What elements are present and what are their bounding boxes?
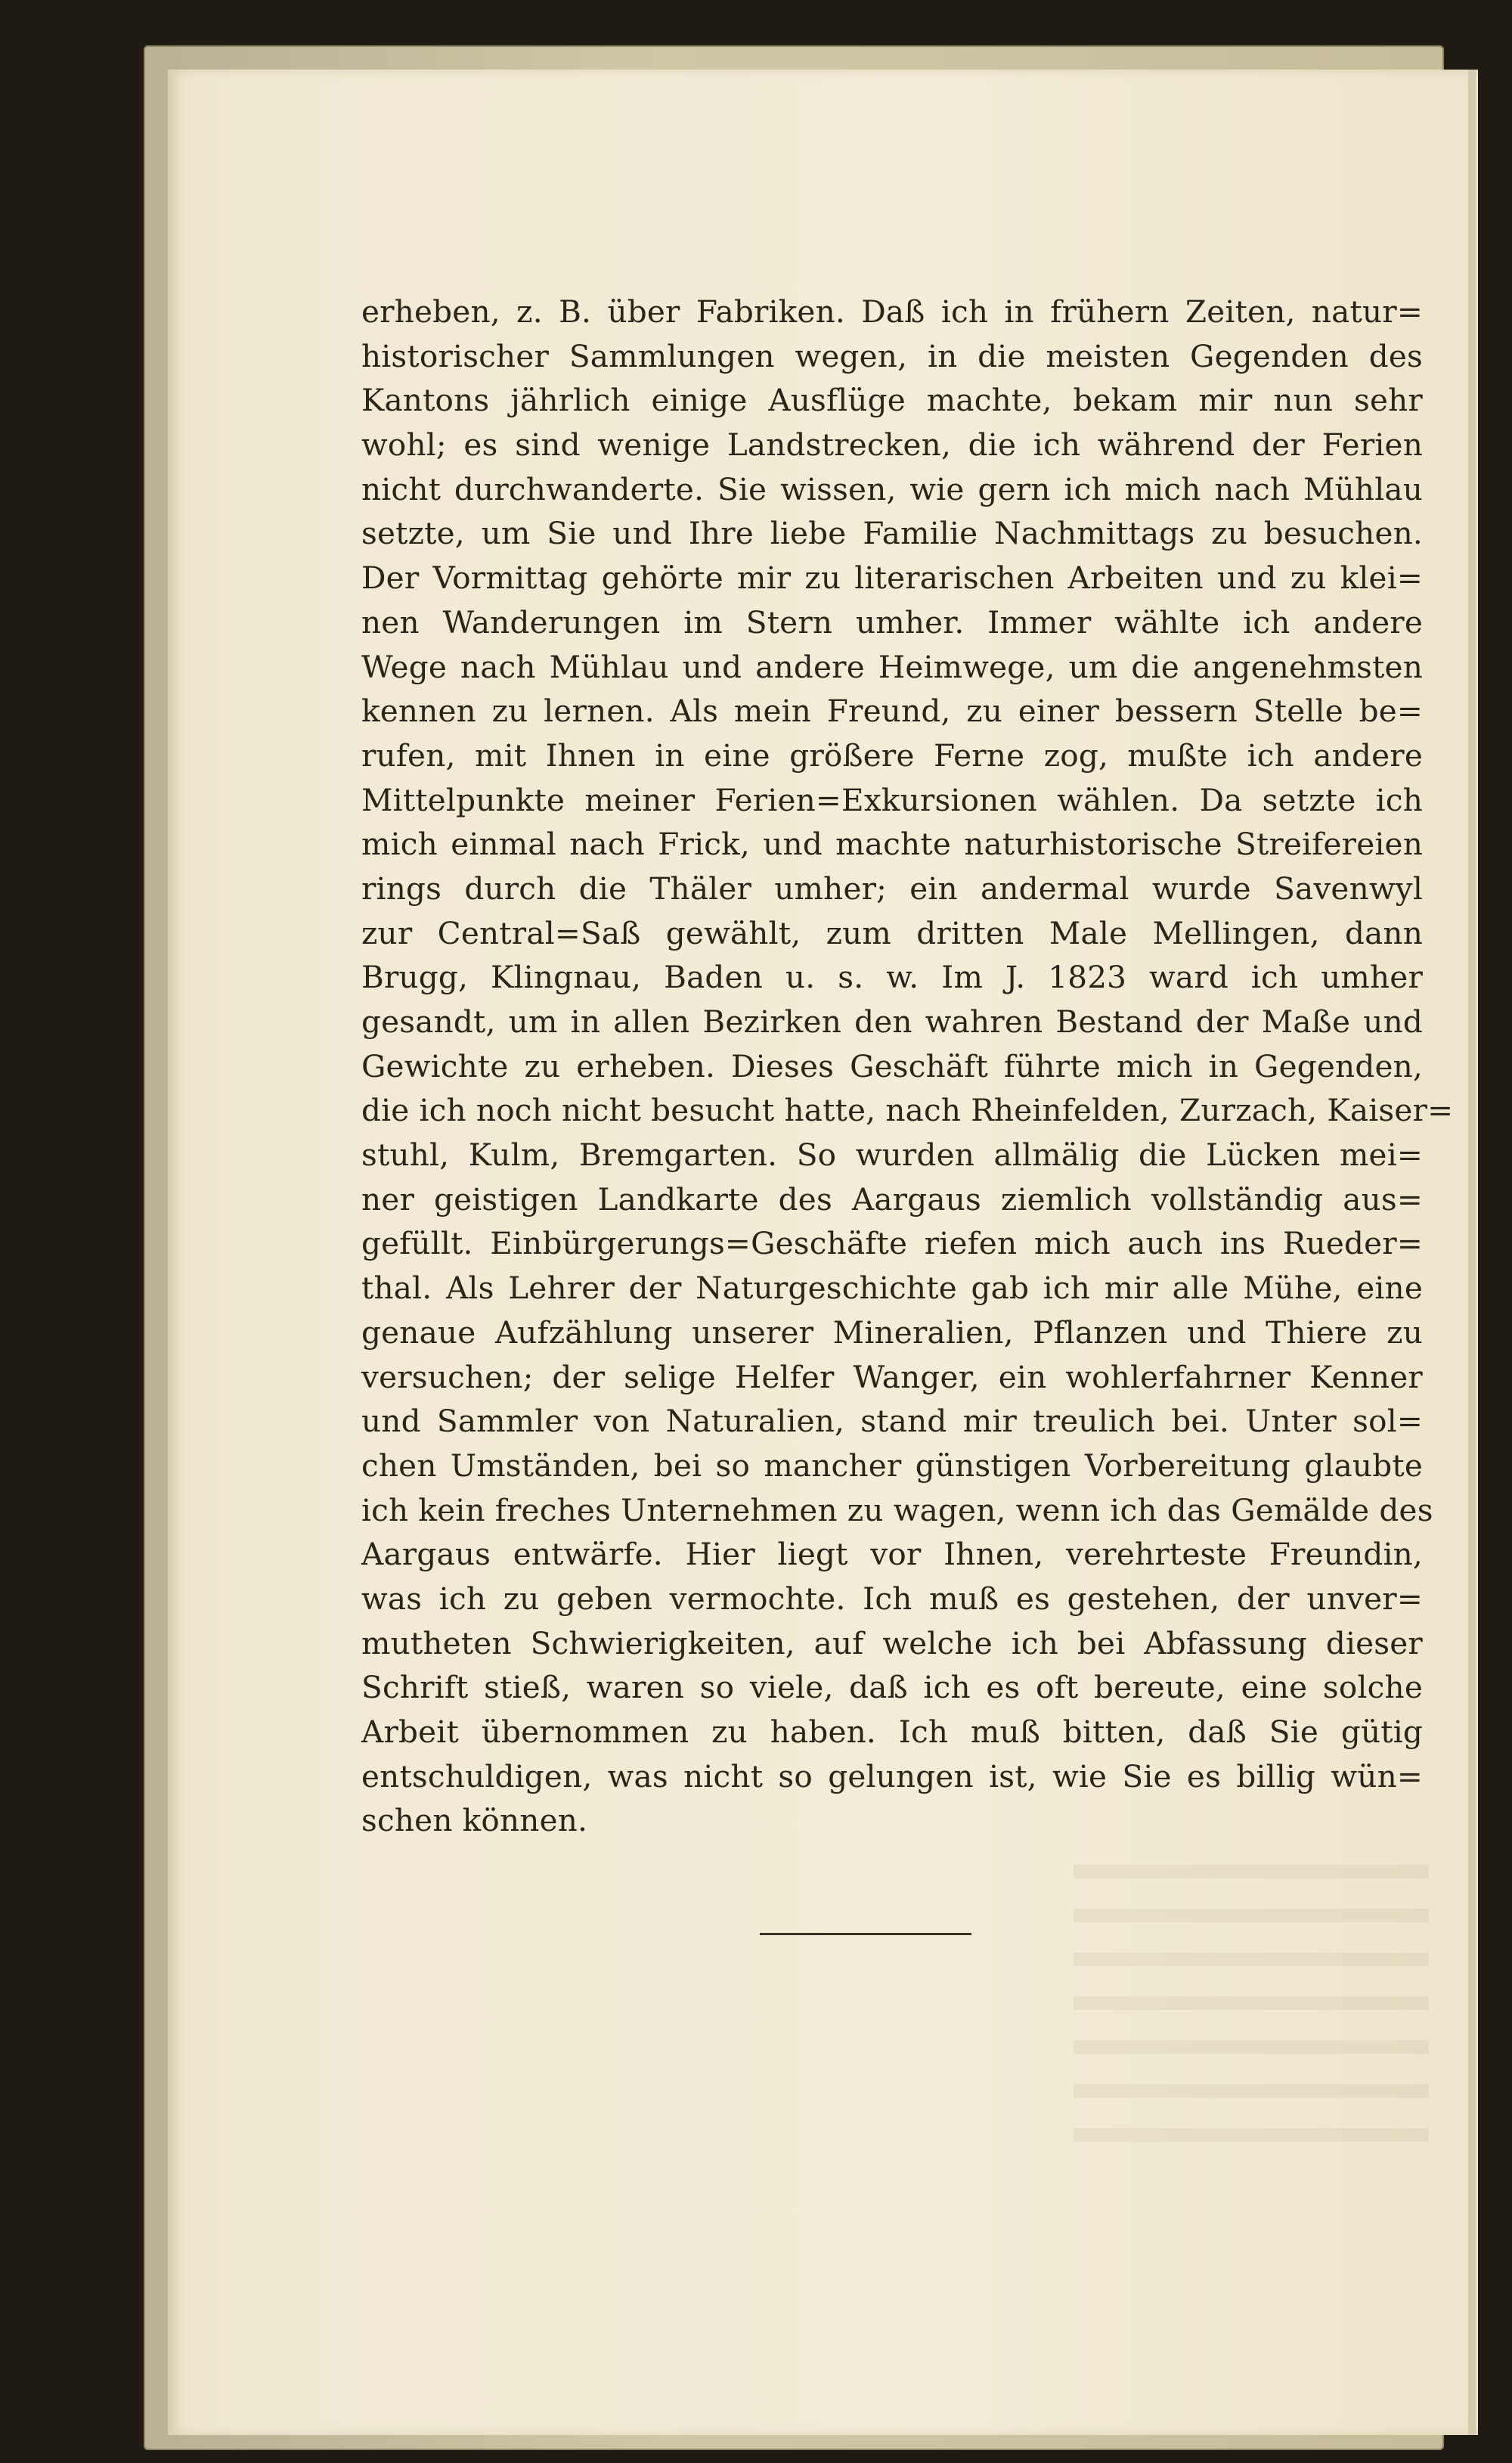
text-line: Arbeit übernommen zu haben. Ich muß bitten, daß Sie gütig: [361, 1714, 1423, 1750]
text-line: gefüllt. Einbürgerungs=Geschäfte riefen mich auch ins Rueder=: [361, 1225, 1423, 1262]
text-line: schen können.: [361, 1802, 588, 1839]
page-edge: [1468, 70, 1476, 2435]
text-line: zur Central=Saß gewählt, zum dritten Male Mellingen, dann: [361, 914, 1423, 951]
text-line: stuhl, Kulm, Bremgarten. So wurden allmälig die Lücken mei=: [361, 1137, 1423, 1174]
text-line: thal. Als Lehrer der Naturgeschichte gab ich mir alle Mühe, eine: [361, 1270, 1423, 1307]
text-line: setzte, um Sie und Ihre liebe Familie Nachmittags zu besuchen.: [361, 515, 1423, 552]
text-line: mich einmal nach Frick, und machte naturhistorische Streifereien: [361, 826, 1423, 863]
text-line: nicht durchwanderte. Sie wissen, wie gern ich mich nach Mühlau: [361, 470, 1423, 507]
text-line: gesandt, um in allen Bezirken den wahren Bestand der Maße und: [361, 1004, 1423, 1040]
text-line: rufen, mit Ihnen in eine größere Ferne zog, mußte ich andere: [361, 737, 1423, 774]
text-line: und Sammler von Naturalien, stand mir treulich bei. Unter sol=: [361, 1403, 1423, 1440]
text-line: historischer Sammlungen wegen, in die meisten Gegenden des: [361, 337, 1423, 374]
text-line: Der Vormittag gehörte mir zu literarischen Arbeiten und zu klei=: [361, 560, 1423, 597]
text-line: ner geistigen Landkarte des Aargaus ziemlich vollständig aus=: [361, 1180, 1423, 1218]
text-line: nen Wanderungen im Stern umher. Immer wählte ich andere: [361, 603, 1423, 641]
text-line: Mittelpunkte meiner Ferien=Exkursionen wählen. Da setzte ich: [361, 781, 1423, 818]
text-line: entschuldigen, was nicht so gelungen ist, wie Sie es billig wün=: [361, 1757, 1423, 1795]
text-line: die ich noch nicht besucht hatte, nach Rheinfelden, Zurzach, Kaiser=: [361, 1092, 1454, 1129]
text-line: wohl; es sind wenige Landstrecken, die ich während der Ferien: [361, 427, 1423, 464]
body-text: [361, 290, 1454, 1843]
text-line: was ich zu geben vermochte. Ich muß es gestehen, der unver=: [361, 1580, 1423, 1617]
text-line: mutheten Schwierigkeiten, auf welche ich bei Abfassung dieser: [361, 1624, 1423, 1661]
text-line: chen Umständen, bei so mancher günstigen Vorbereitung glaubte: [361, 1447, 1423, 1484]
text-line: erheben, z. B. über Fabriken. Daß ich in frühern Zeiten, natur=: [361, 293, 1423, 330]
text-line: Wege nach Mühlau und andere Heimwege, um die angenehmsten: [361, 648, 1423, 685]
text-line: Schrift stieß, waren so viele, daß ich es oft bereute, eine solche: [361, 1669, 1423, 1706]
text-line: genaue Aufzählung unserer Mineralien, Pflanzen und Thiere zu: [361, 1314, 1423, 1351]
text-line: Aargaus entwärfe. Hier liegt vor Ihnen, verehrteste Freundin,: [361, 1536, 1423, 1573]
text-line: Brugg, Klingnau, Baden u. s. w. Im J. 1823 ward ich umher: [361, 959, 1423, 996]
text-line: versuchen; der selige Helfer Wanger, ein wohlerfahrner Kenner: [361, 1358, 1423, 1395]
text-line: Kantons jährlich einige Ausflüge machte, bekam mir nun sehr: [361, 382, 1423, 419]
bleed-through-shadow: [1074, 1845, 1429, 2163]
text-line: ich kein freches Unternehmen zu wagen, wenn ich das Gemälde des: [361, 1491, 1433, 1528]
text-line: rings durch die Thäler umher; ein andermal wurde Savenwyl: [361, 870, 1423, 907]
text-line: Gewichte zu erheben. Dieses Geschäft führte mich in Gegenden,: [361, 1047, 1423, 1084]
section-divider: [760, 1933, 971, 1935]
text-line: kennen zu lernen. Als mein Freund, zu einer bessern Stelle be=: [361, 693, 1423, 730]
